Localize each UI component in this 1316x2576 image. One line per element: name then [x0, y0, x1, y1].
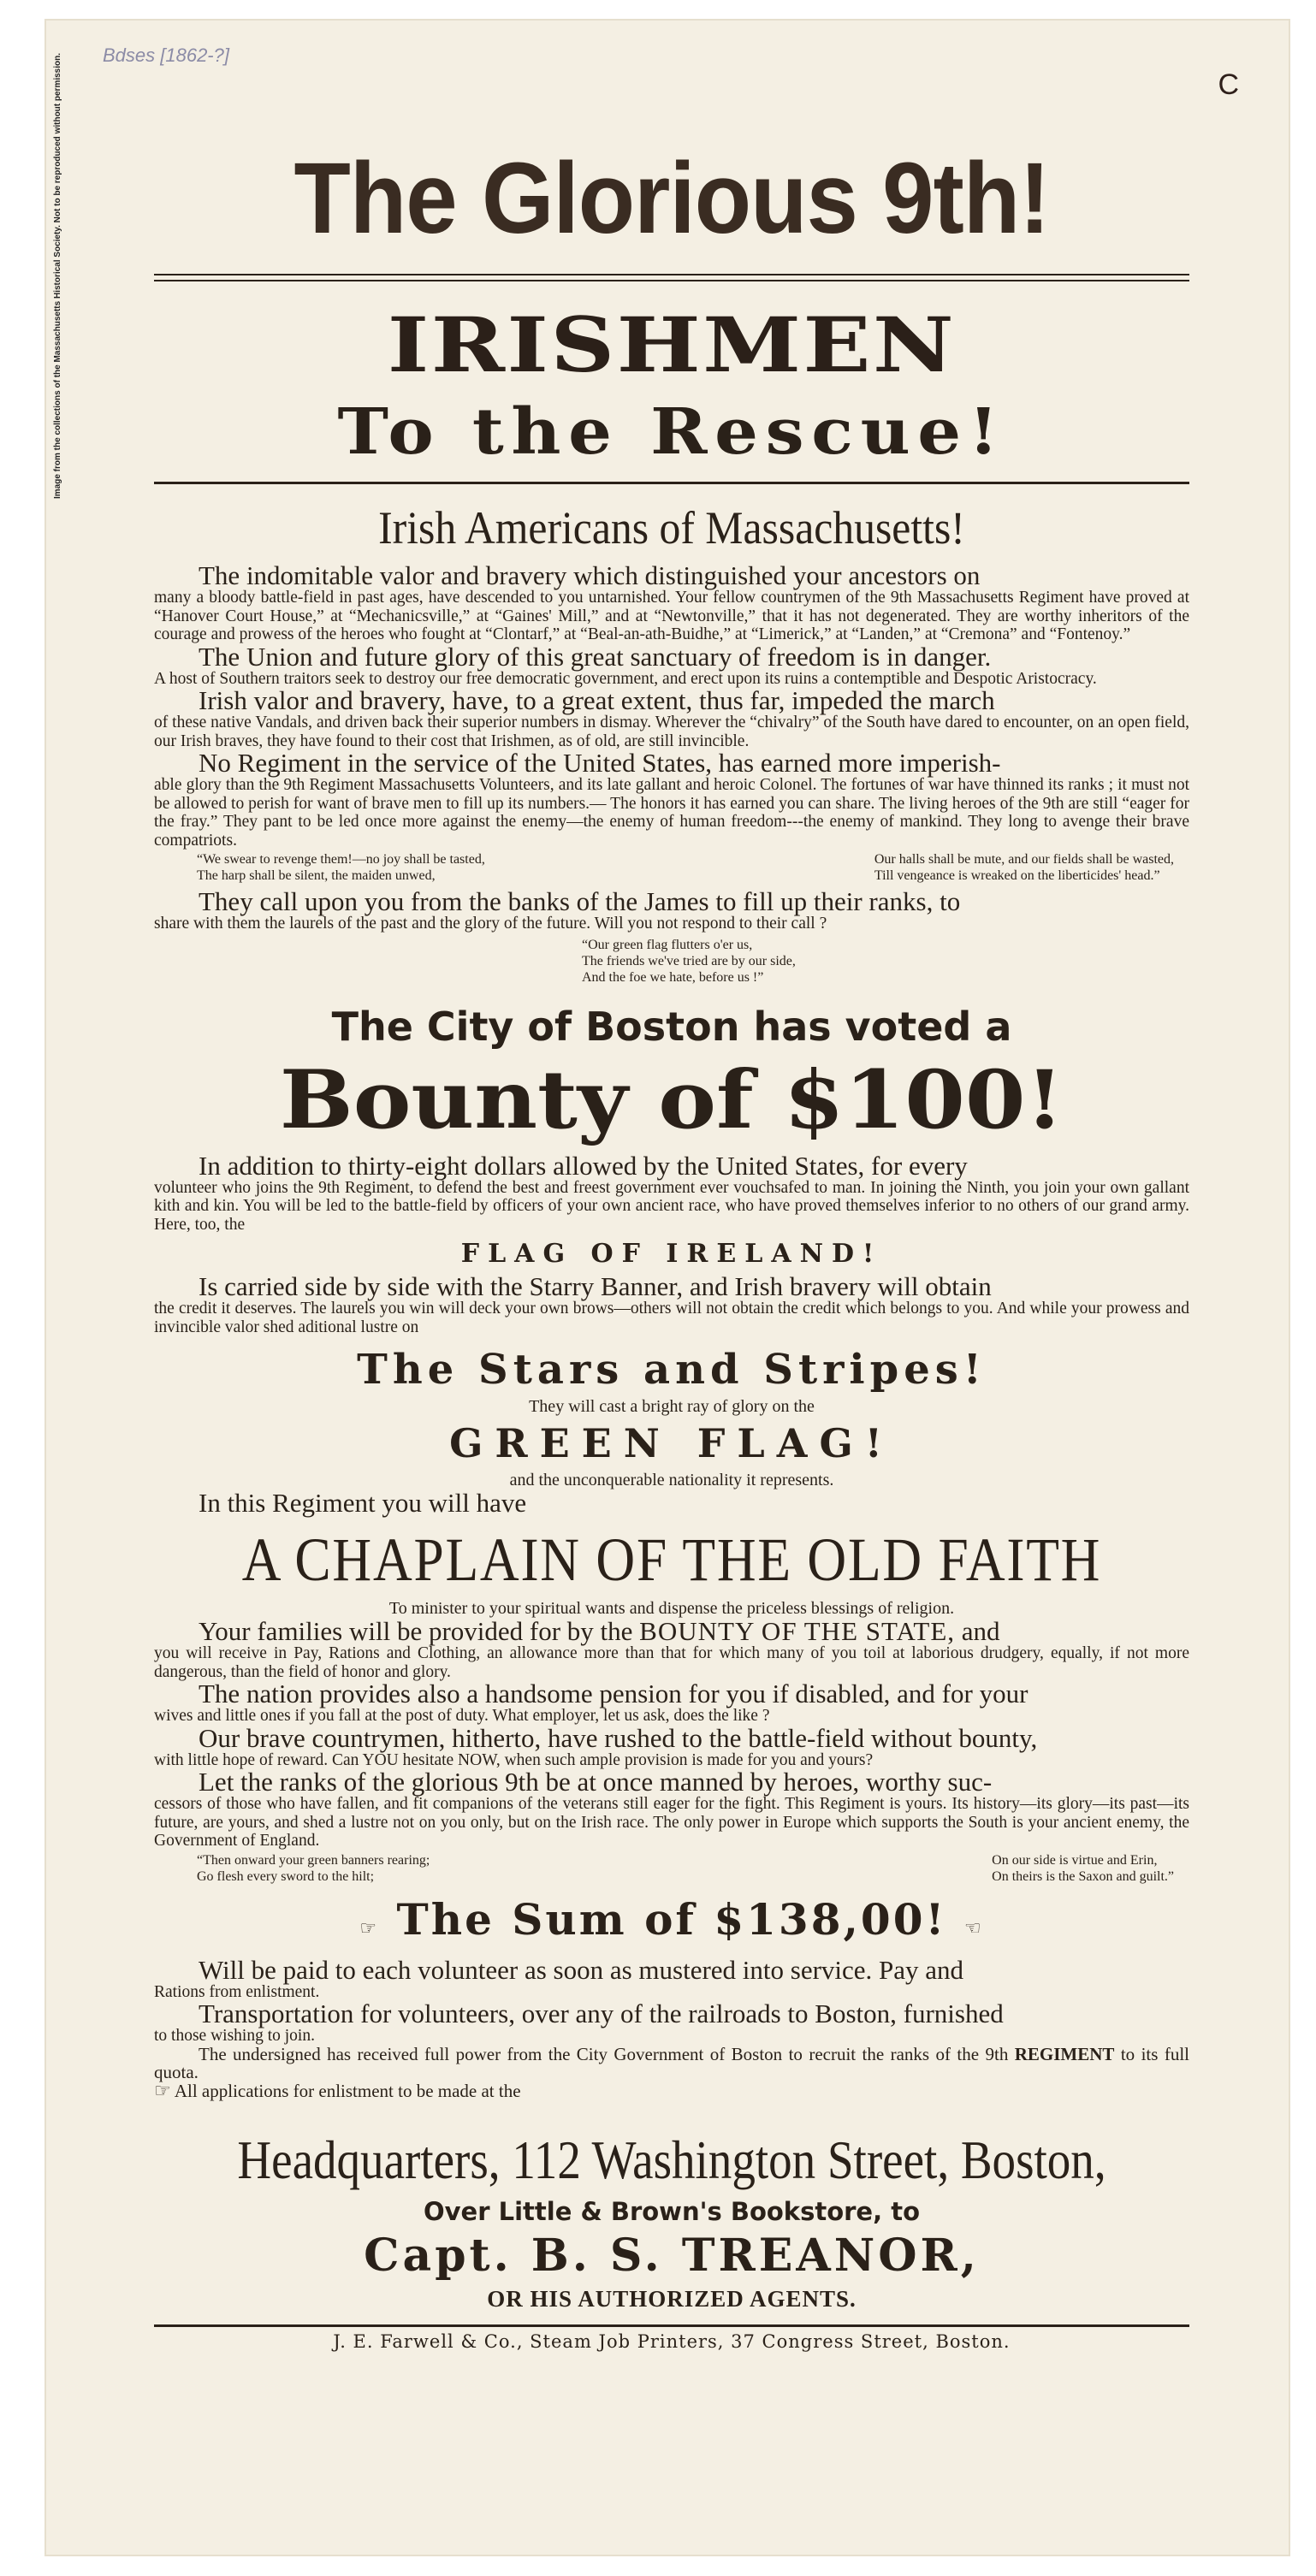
paragraph: Will be paid to each volunteer as soon as mustered into service. Pay and Rations from enlistment. — [154, 1954, 964, 2001]
pointing-hand-icon: ☜ — [963, 1917, 984, 1939]
paragraph: The Union and future glory of this great sanctuary of freedom is in danger. A host of Southern traitors seek to destroy our free democratic government, and erect upon its ruins a contemptible and Despotic Aristocracy. — [154, 641, 1097, 688]
pointing-hand-icon: ☞ — [359, 1917, 380, 1939]
paragraph: The indomitable valor and bravery which distinguished your ancestors on many a bloody battle-field in past ages, have descended to you untarnished. Your fellow countrymen of the 9th Massachusetts Regiment have proved at “Hanover Court House,” at “Mechanicsville,” at “Gaines' Mill,” and at “Newtonville,” that it has not degenerated. They are worthy inheritors of the courage and prowess of the heroes who fought at “Clontarf,” at “Beal-an-ath-Buidhe,” at “Limerick,” at “Landen,” at “Cremona” and “Fontenoy.” — [154, 560, 1189, 643]
poster-body — [154, 19, 1189, 2556]
paragraph: The nation provides also a handsome pension for you if disabled, and for your wives and little ones if you fall at the post of duty. What employer, let us ask, does the like ? — [154, 1679, 1028, 1725]
pencil-annotation: Bdses [1862-?] — [103, 44, 229, 66]
broadside-sheet — [44, 19, 1290, 2556]
paragraph: Is carried side by side with the Starry Banner, and Irish bravery will obtain the credit it deserves. The laurels you win will deck your own brows—others will not obtain the credit which belongs to you. And while your prowess and invincible valor shed aditional lustre on — [154, 1271, 1189, 1336]
permission-note: Image from the collections of the Massachusetts Historical Society. Not to be reproduced without permission. — [53, 53, 62, 500]
bounty-line: Bounty of $100! — [279, 1052, 1064, 1147]
paragraph: Irish valor and bravery, have, to a great extent, thus far, impeded the march of these native Vandals, and driven back their superior numbers in dismay. Wherever the “chivalry” of the South have dared to encounter, on an open field, our Irish braves, they have found to their cost that Irishmen, as of old, are still invincible. — [154, 685, 1189, 750]
applications-line: ☞ All applications for enlistment to be made at the — [154, 2080, 521, 2102]
paragraph: Your families will be provided for by the BOUNTY OF THE STATE, and you will receive in Pay, Rations and Clothing, an allowance more than that for which many of you toil at laborious drudgery, equally, if not more dangerous, than the field of honor and glory. — [154, 1616, 1189, 1681]
headline: The Glorious 9th! — [293, 142, 1050, 255]
paragraph: No Regiment in the service of the United States, has earned more imperish- able glory than the 9th Regiment Massachusetts Volunteers, and its late gallant and heroic Colonel. The fortunes of war have thinned its ranks ; it must not be allowed to perish for want of brave men to fill up its numbers.— The honors it has earned you can share. The living heroes of the 9th are still “eager for the fray.” They pant to be led once more against the enemy—the enemy of human freedom---the enemy of mankind. They long to avenge their brave compatriots. — [154, 748, 1189, 850]
paragraph: They call upon you from the banks of the James to fill up their ranks, to share with them the laurels of the past and the glory of the future. Will you not respond to their call ? — [154, 886, 961, 933]
headquarters-line: Headquarters, 112 Washington Street, Boston, — [237, 2129, 1106, 2190]
agents-line: OR HIS AUTHORIZED AGENTS. — [487, 2286, 857, 2312]
verse-block: “We swear to revenge them!—no joy shall be tasted, The harp shall be silent, the maiden unwed, Our halls shall be mute, and our fields shall be wasted, Till vengeance is wreaked on the liberticides' head.” — [197, 852, 1174, 883]
pointing-hand-icon: ☞ — [154, 2080, 171, 2102]
divider — [154, 482, 1189, 484]
chaplain-line: A CHAPLAIN OF THE OLD FAITH — [241, 1525, 1102, 1594]
paragraph: The undersigned has received full power from the City Government of Boston to recruit the ranks of the 9th REGIMENT to its full quota. — [154, 2043, 1189, 2082]
stars-and-stripes: The Stars and Stripes! — [357, 1346, 987, 1394]
regiment-line: In this Regiment you will have — [199, 1488, 527, 1518]
paragraph: Let the ranks of the glorious 9th be at once manned by heroes, worthy suc- cessors of those who have fallen, and fit companions of the veterans still eager for the fight. This Regiment is yours. Its history—its glory—its past—its future, are yours, and shed a lustre not on you only, but on the Irish race. The only power in Europe which supports the South is your ancient enemy, the Government of England. — [154, 1767, 1189, 1850]
address-line: Irish Americans of Massachusetts! — [378, 502, 965, 554]
minister-line: To minister to your spiritual wants and dispense the priceless blessings of religion. — [388, 1599, 955, 1618]
paragraph: In addition to thirty-eight dollars allowed by the United States, for every volunteer who joins the 9th Regiment, to defend the best and freest government ever vouchsafed to man. In joining the Ninth, you join your own gallant kith and kin. You will be led to the battle-field by officers of your own ancient race, who have proved themselves inferior to no others of our grand army. Here, too, the — [154, 1150, 1189, 1234]
flag-of-ireland: FLAG OF IRELAND! — [460, 1239, 883, 1269]
sum-line: ☞ The Sum of $138,00! ☜ — [359, 1893, 984, 1945]
verse-block: “Then onward your green banners rearing; Go flesh every sword to the hilt; On our side is virtue and Erin, On theirs is the Saxon and guilt.” — [197, 1852, 1174, 1884]
bookstore-line: Over Little & Brown's Bookstore, to — [423, 2197, 920, 2226]
divider — [154, 274, 1189, 281]
paragraph: Transportation for volunteers, over any of the railroads to Boston, furnished to those wishing to join. — [154, 1999, 1004, 2045]
nationality-line: and the unconquerable nationality it represents. — [509, 1471, 834, 1489]
printer-line: J. E. Farwell & Co., Steam Job Printers, 37 Congress Street, Boston. — [333, 2331, 1011, 2352]
verse-block: “Our green flag flutters o'er us, The friends we've tried are by our side, And the foe we hate, before us !” — [582, 937, 796, 985]
subhead-irishmen: IRISHMEN — [387, 300, 957, 389]
boston-line: The City of Boston has voted a — [331, 1003, 1012, 1050]
captain-line: Capt. B. S. TREANOR, — [364, 2230, 980, 2282]
paragraph: Our brave countrymen, hitherto, have rushed to the battle-field without bounty, with little hope of reward. Can YOU hesitate NOW, when such ample provision is made for you and yours? — [154, 1722, 1038, 1769]
ray-line: They will cast a bright ray of glory on the — [529, 1397, 815, 1416]
subhead-rescue: To the Rescue! — [337, 395, 1006, 469]
corner-mark: C — [1218, 68, 1239, 101]
green-flag: GREEN FLAG! — [449, 1420, 894, 1466]
